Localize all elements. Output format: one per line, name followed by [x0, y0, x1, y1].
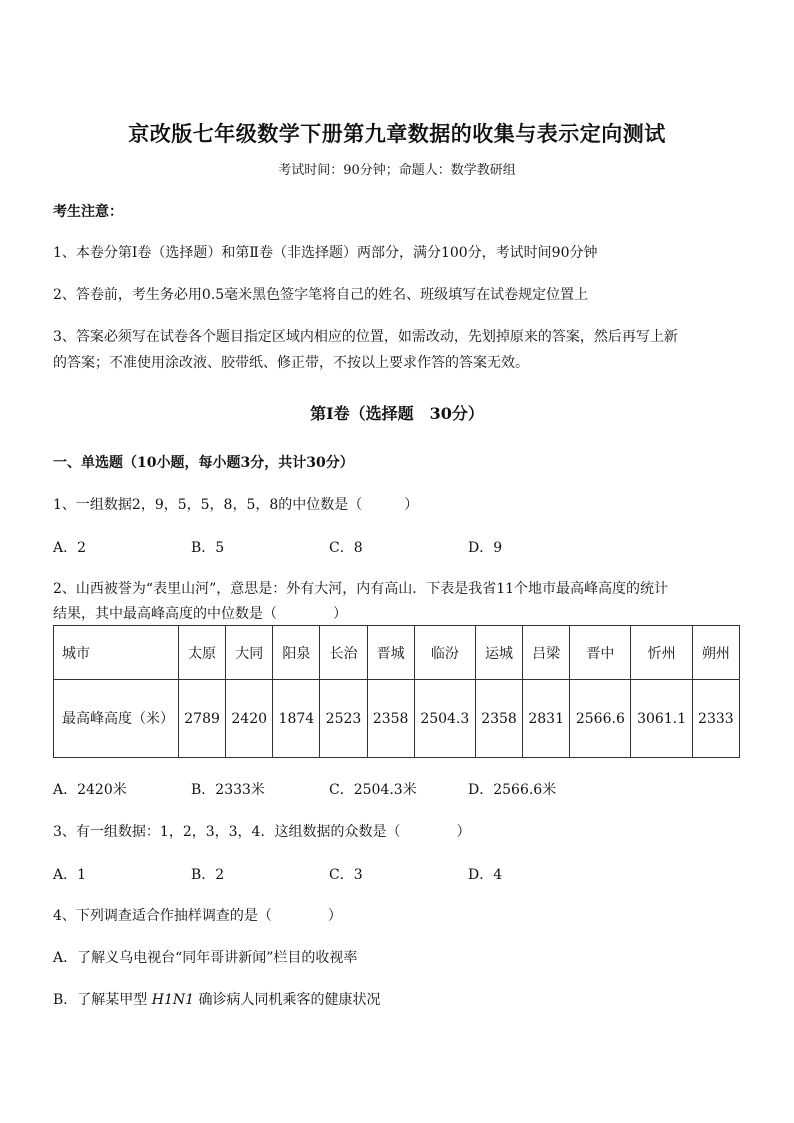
peak-height-table — [53, 625, 740, 758]
question-2-option-b: B．2333米 — [191, 782, 265, 798]
table-cell-height: 2504.3 — [414, 680, 475, 758]
table-header-height: 最高峰高度（米） — [54, 680, 179, 758]
table-cell-city: 阳泉 — [273, 626, 320, 680]
part-heading: 一、单选题（10小题，每小题3分，共计30分） — [53, 455, 354, 471]
question-2-stem-line-1: 2、山西被誉为“表里山河”，意思是：外有大河，内有高山．下表是我省11个地市最高峰高度的统计 — [53, 581, 669, 597]
notice-item-3-line-2: 的答案；不准使用涂改液、胶带纸、修正带，不按以上要求作答的答案无效。 — [53, 355, 529, 371]
question-2-option-a: A．2420米 — [53, 782, 127, 798]
question-1-option-a: A．2 — [53, 540, 87, 556]
question-3-option-d: D．4 — [468, 867, 503, 883]
question-4-option-b — [53, 989, 380, 1009]
notice-heading: 考生注意： — [53, 204, 123, 220]
notice-item-2: 2、答卷前，考生务必用0.5毫米黑色签字笔将自己的姓名、班级填写在试卷规定位置上 — [53, 287, 589, 303]
question-1-option-c: C．8 — [329, 540, 363, 556]
question-2-option-d: D．2566.6米 — [468, 782, 557, 798]
table-cell-height: 3061.1 — [631, 680, 692, 758]
table-cell-height: 2831 — [523, 680, 570, 758]
table-cell-city: 运城 — [475, 626, 522, 680]
table-cell-height: 2420 — [226, 680, 273, 758]
table-cell-height: 2566.6 — [570, 680, 631, 758]
table-cell-city: 临汾 — [414, 626, 475, 680]
question-4-option-b-prefix: B．了解某甲型 — [53, 992, 148, 1008]
section-title: 第Ⅰ卷（选择题 30分） — [310, 404, 484, 423]
table-cell-height: 2789 — [179, 680, 226, 758]
page-title: 京改版七年级数学下册第九章数据的收集与表示定向测试 — [128, 121, 666, 146]
table-header-city: 城市 — [54, 626, 179, 680]
table-cell-city: 长治 — [320, 626, 367, 680]
exam-info: 考试时间：90分钟；命题人：数学教研组 — [278, 163, 516, 178]
table-cell-height: 2358 — [475, 680, 522, 758]
table-cell-city: 吕梁 — [523, 626, 570, 680]
virus-name: H1N1 — [151, 992, 195, 1008]
question-2-stem-line-2: 结果，其中最高峰高度的中位数是（ ） — [53, 606, 347, 622]
notice-item-1: 1、本卷分第Ⅰ卷（选择题）和第Ⅱ卷（非选择题）两部分，满分100分，考试时间90分钟 — [53, 245, 598, 261]
notice-item-3-line-1: 3、答案必须写在试卷各个题目指定区域内相应的位置，如需改动，先划掉原来的答案，然后再写上新 — [53, 329, 678, 345]
table-cell-city: 大同 — [226, 626, 273, 680]
table-cell-height: 1874 — [273, 680, 320, 758]
question-1-stem: 1、一组数据2，9，5，5，8，5，8的中位数是（ ） — [53, 497, 419, 513]
question-3-stem: 3、有一组数据：1，2，3，3，4．这组数据的众数是（ ） — [53, 824, 471, 840]
question-4-option-a: A．了解义乌电视台“同年哥讲新闻”栏目的收视率 — [53, 950, 358, 966]
table-cell-city: 朔州 — [692, 626, 739, 680]
question-4-stem: 4、下列调查适合作抽样调查的是（ ） — [53, 908, 342, 924]
question-2-option-c: C．2504.3米 — [329, 782, 417, 798]
table-cell-city: 晋中 — [570, 626, 631, 680]
table-cell-city: 忻州 — [631, 626, 692, 680]
table-row-cities — [54, 626, 740, 680]
question-1-option-b: B．5 — [191, 540, 225, 556]
question-4-option-b-suffix: 确诊病人同机乘客的健康状况 — [198, 992, 381, 1008]
table-cell-city: 太原 — [179, 626, 226, 680]
table-cell-height: 2358 — [367, 680, 414, 758]
question-3-option-c: C．3 — [329, 867, 363, 883]
table-cell-city: 晋城 — [367, 626, 414, 680]
question-1-option-d: D．9 — [468, 540, 503, 556]
table-cell-height: 2333 — [692, 680, 739, 758]
question-3-option-b: B．2 — [191, 867, 225, 883]
table-row-heights — [54, 680, 740, 758]
question-3-option-a: A．1 — [53, 867, 87, 883]
table-cell-height: 2523 — [320, 680, 367, 758]
